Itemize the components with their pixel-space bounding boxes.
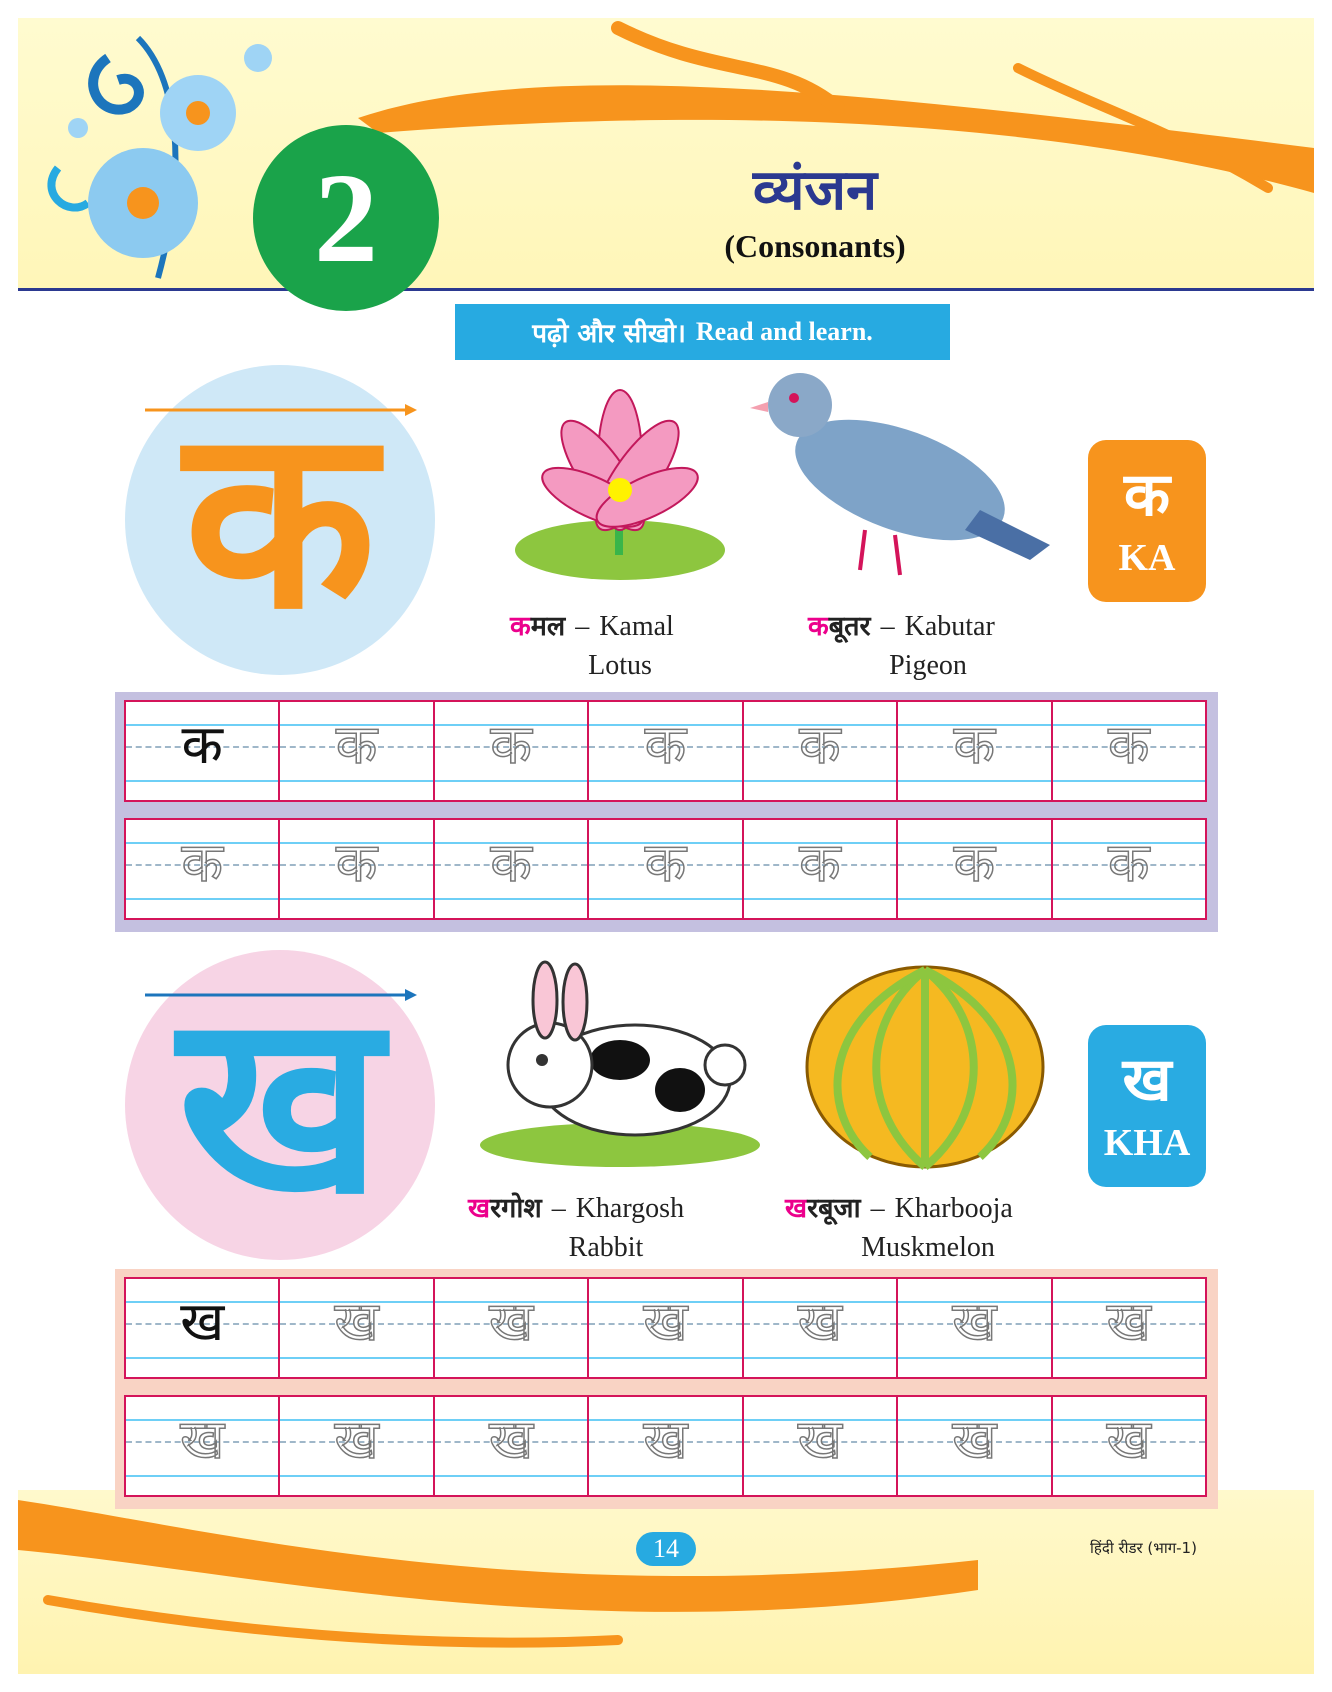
practice-cell[interactable] <box>589 702 743 800</box>
practice-cell[interactable] <box>898 1397 1052 1495</box>
instruction-english: Read and learn. <box>695 317 873 346</box>
lotus-picture <box>505 370 735 585</box>
word-hindi-rest: मल <box>530 611 566 642</box>
trace-letter: क <box>335 831 378 894</box>
practice-cell[interactable] <box>589 1397 743 1495</box>
trace-letter: क <box>490 831 532 894</box>
practice-cell[interactable] <box>589 1279 743 1377</box>
practice-cell[interactable] <box>126 820 280 918</box>
letter-badge-ka <box>1088 440 1206 602</box>
orange-swoosh-shape <box>18 1500 978 1612</box>
practice-cell[interactable] <box>280 1397 434 1495</box>
practice-cell[interactable] <box>589 820 743 918</box>
practice-cell[interactable] <box>898 820 1052 918</box>
rabbit-ear-shape <box>533 962 557 1038</box>
practice-cell[interactable] <box>435 702 589 800</box>
trace-letter: ख <box>180 1408 225 1471</box>
word-meaning-rabbit: Rabbit <box>568 1232 644 1263</box>
blue-flower-icon <box>88 148 198 258</box>
trace-letter: ख <box>952 1408 997 1471</box>
trace-letter: क <box>953 831 996 894</box>
word-caption-kharbooja: खरबूजा – Kharbooja <box>785 1193 1013 1224</box>
practice-cell[interactable] <box>280 1279 434 1377</box>
blue-flower-icon <box>160 75 236 151</box>
practice-cell[interactable] <box>435 820 589 918</box>
rabbit-tail-shape <box>705 1045 745 1085</box>
practice-cell[interactable] <box>126 1279 280 1377</box>
practice-cell[interactable] <box>1053 1397 1205 1495</box>
trace-letter: क <box>953 713 996 776</box>
rabbit-spot-shape <box>590 1040 650 1080</box>
badge-roman: KHA <box>1103 1122 1191 1164</box>
book-label: हिंदी रीडर (भाग-1) <box>1090 1539 1197 1557</box>
arrow-head-icon <box>405 404 417 416</box>
instruction-banner <box>455 304 950 360</box>
trace-letter: ख <box>488 1408 534 1471</box>
big-letter-kha: ख <box>177 958 383 1249</box>
pigeon-head-shape <box>768 373 832 437</box>
trace-letter: ख <box>1106 1290 1151 1353</box>
word-caption-kabutar: कबूतर – Kabutar <box>808 611 995 642</box>
badge-letter: क <box>1123 460 1171 530</box>
trace-letter: क <box>644 831 687 894</box>
blue-swirl-shape <box>93 58 139 110</box>
rabbit-spot-shape <box>655 1068 705 1112</box>
trace-letter: क <box>490 713 532 776</box>
trace-letter: ख <box>643 1290 688 1353</box>
trace-letter: क <box>335 713 378 776</box>
word-first-letter: क <box>510 611 531 642</box>
trace-letter: क <box>644 713 687 776</box>
blue-bud-shape <box>244 44 272 72</box>
blue-bud-shape <box>68 118 88 138</box>
word-first-letter: ख <box>785 1193 808 1224</box>
trace-letter: क <box>181 831 223 894</box>
lotus-petals-shape <box>535 390 706 541</box>
practice-frame-ka <box>115 692 1218 932</box>
practice-cell[interactable] <box>898 702 1052 800</box>
practice-cell[interactable] <box>744 820 898 918</box>
chapter-number: 2 <box>314 147 378 289</box>
rabbit-picture <box>470 960 770 1170</box>
page-title-hindi: व्यंजन <box>752 158 878 223</box>
badge-letter: ख <box>1122 1045 1172 1115</box>
practice-cell[interactable] <box>126 702 280 800</box>
practice-cell[interactable] <box>744 702 898 800</box>
trace-letter: ख <box>797 1408 842 1471</box>
page-title-english: (Consonants) <box>724 228 906 264</box>
letter-badge-kha <box>1088 1025 1206 1187</box>
pigeon-leg-shape <box>860 530 865 570</box>
trace-letter: क <box>799 831 841 894</box>
word-caption-kamal: कमल – Kamal <box>510 611 674 642</box>
word-meaning-pigeon: Pigeon <box>889 650 967 681</box>
trace-letter: ख <box>643 1408 688 1471</box>
word-transliteration: Khargosh <box>575 1193 685 1224</box>
letter-stroke-guide-ka <box>125 365 435 675</box>
word-hindi-rest: बूतर <box>828 611 871 642</box>
practice-row <box>124 700 1207 802</box>
blue-swirl-shape <box>51 168 88 208</box>
rabbit-ear-shape <box>563 964 587 1040</box>
practice-cell[interactable] <box>744 1279 898 1377</box>
trace-letter: ख <box>488 1290 534 1353</box>
practice-cell[interactable] <box>744 1397 898 1495</box>
word-meaning-lotus: Lotus <box>588 650 652 681</box>
big-letter-ka: क <box>184 373 376 664</box>
practice-cell[interactable] <box>1053 702 1205 800</box>
word-first-letter: ख <box>468 1193 491 1224</box>
pigeon-leg-shape <box>895 535 900 575</box>
trace-letter: ख <box>1106 1408 1151 1471</box>
lotus-center-shape <box>608 478 632 502</box>
pigeon-beak-shape <box>750 402 768 412</box>
practice-row <box>124 1277 1207 1379</box>
model-letter: ख <box>180 1290 225 1353</box>
header-divider <box>18 288 1314 291</box>
word-first-letter: क <box>808 611 829 642</box>
trace-letter: क <box>1108 831 1150 894</box>
practice-cell[interactable] <box>898 1279 1052 1377</box>
practice-row <box>124 818 1207 920</box>
practice-cell[interactable] <box>280 702 434 800</box>
rabbit-eye-shape <box>536 1054 548 1066</box>
practice-cell[interactable] <box>1053 820 1205 918</box>
chapter-badge <box>253 125 439 311</box>
pigeon-tail-shape <box>965 510 1050 560</box>
practice-cell[interactable] <box>280 820 434 918</box>
trace-letter: ख <box>797 1290 842 1353</box>
practice-frame-kha <box>115 1269 1218 1509</box>
practice-cell[interactable] <box>1053 1279 1205 1377</box>
trace-letter: ख <box>952 1290 997 1353</box>
trace-letter: ख <box>334 1290 379 1353</box>
trace-letter: क <box>799 713 841 776</box>
badge-roman: KA <box>1118 537 1176 579</box>
arrow-head-icon <box>405 989 417 1001</box>
pigeon-eye-shape <box>789 393 799 403</box>
word-transliteration: Kharbooja <box>894 1193 1013 1224</box>
practice-cell[interactable] <box>435 1397 589 1495</box>
word-hindi-rest: रबूजा <box>807 1193 861 1224</box>
word-meaning-muskmelon: Muskmelon <box>861 1232 995 1263</box>
pigeon-picture <box>750 370 1060 585</box>
trace-letter: क <box>1108 713 1150 776</box>
trace-letter: ख <box>334 1408 379 1471</box>
word-caption-khargosh: खरगोश – Khargosh <box>468 1193 685 1224</box>
practice-cell[interactable] <box>126 1397 280 1495</box>
word-transliteration: Kabutar <box>904 611 995 642</box>
word-hindi-rest: रगोश <box>490 1193 542 1224</box>
muskmelon-picture <box>800 962 1050 1172</box>
practice-row <box>124 1395 1207 1497</box>
word-transliteration: Kamal <box>599 611 674 642</box>
practice-cell[interactable] <box>435 1279 589 1377</box>
page-number: 14 <box>636 1532 696 1566</box>
instruction-hindi: पढ़ो और सीखो। <box>532 319 686 349</box>
letter-stroke-guide-kha <box>125 950 435 1260</box>
footer-decoration <box>18 1490 1314 1674</box>
model-letter: क <box>181 713 223 776</box>
